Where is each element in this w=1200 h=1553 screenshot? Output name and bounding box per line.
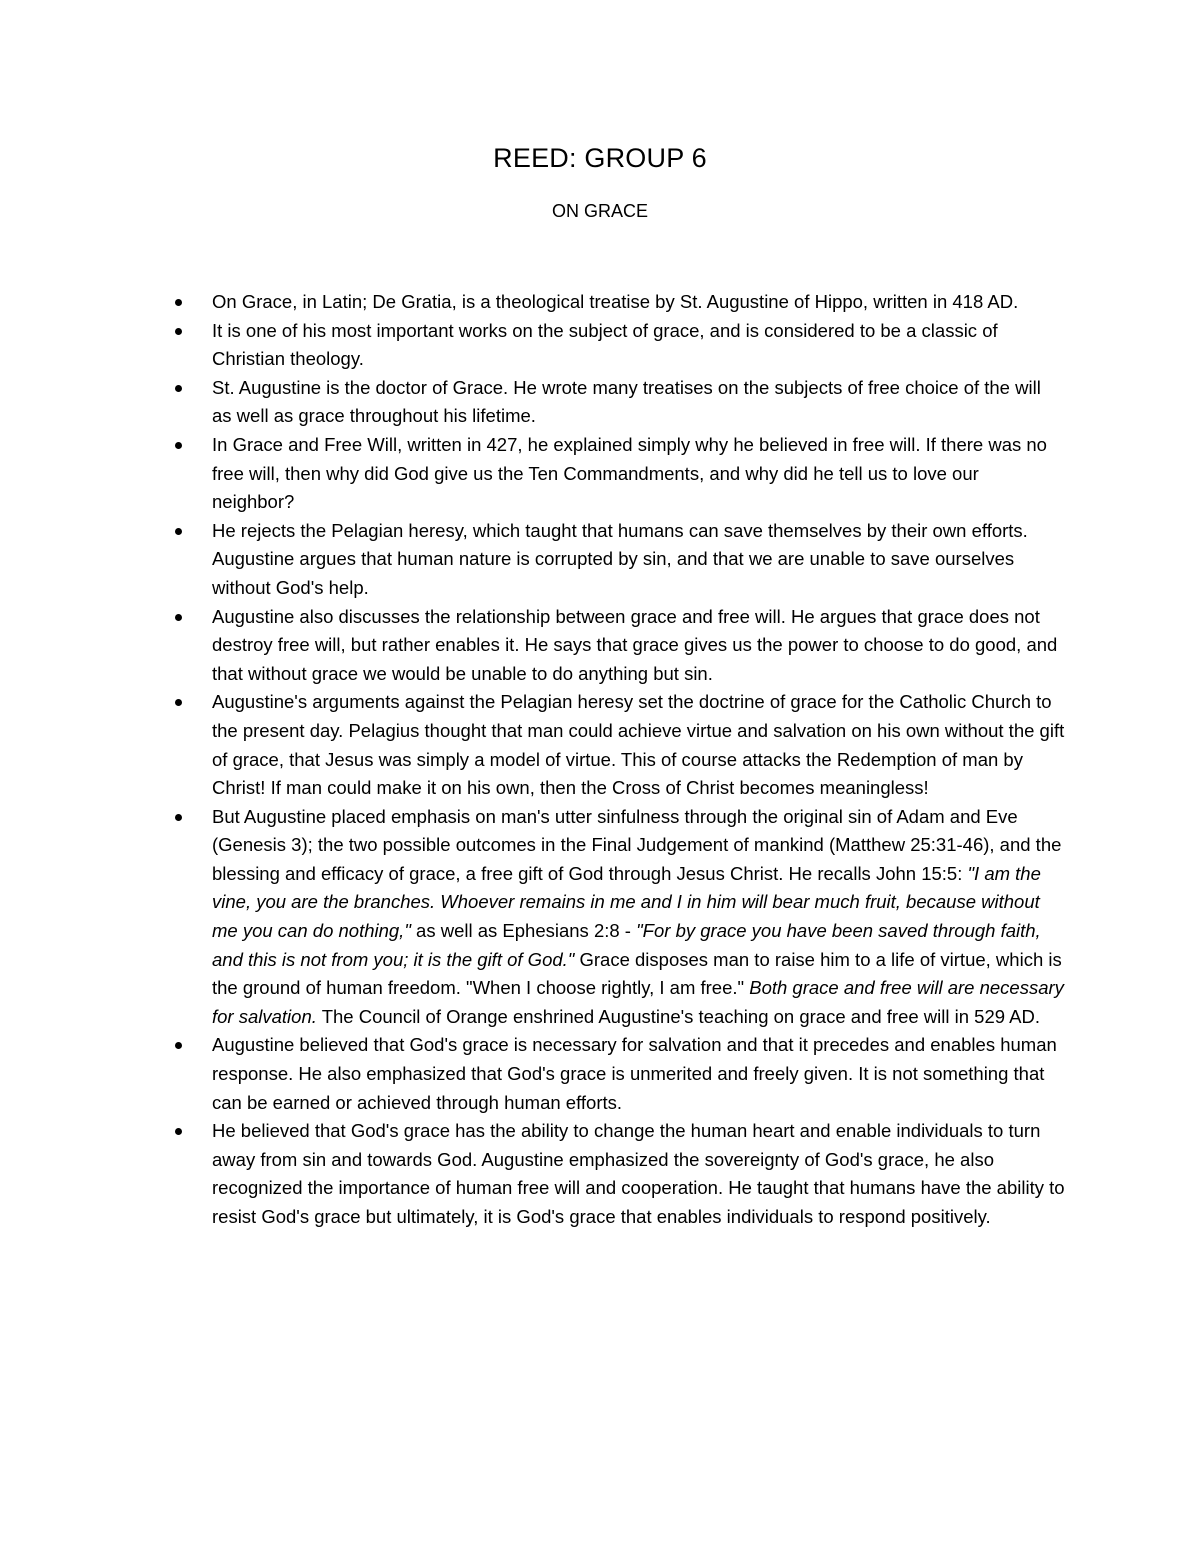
bullet-text xyxy=(212,1031,1065,1117)
bullet-text xyxy=(212,317,1065,374)
bullet-dot-icon xyxy=(175,1042,182,1049)
bullet-text-italic-segment: "I am the vine, you are the branches. Whoever remains in me and I in him will bear much fruit, because without me you can do nothing," xyxy=(212,862,1041,942)
bullet-item xyxy=(170,803,1065,1032)
bullet-text-segment: He rejects the Pelagian heresy, which taught that humans can save themselves by their own efforts. Augustine argues that human nature is corrupted by sin, and that we are unable to save ourselves without God's help. xyxy=(212,519,1028,598)
bullet-text-italic-segment: Both grace and free will are necessary for salvation. xyxy=(212,977,1064,1027)
bullet-text xyxy=(212,517,1065,603)
bullet-dot-icon xyxy=(175,1128,182,1135)
document-title: REED: GROUP 6 xyxy=(493,143,707,173)
bullet-text-segment: In Grace and Free Will, written in 427, he explained simply why he believed in free will. If there was no free will, then why did God give us the Ten Commandments, and why did he tell us to love our neighbor? xyxy=(212,433,1047,513)
bullet-text xyxy=(212,688,1065,802)
bullet-text-segment: The Council of Orange enshrined Augustine's teaching on grace and free will in 529 AD. xyxy=(316,1005,1040,1027)
bullet-text xyxy=(212,431,1065,517)
bullet-text-segment: On Grace, in Latin; De Gratia, is a theological treatise by St. Augustine of Hippo, written in 418 AD. xyxy=(212,291,1019,312)
bullet-item xyxy=(170,374,1065,431)
bullet-item xyxy=(170,317,1065,374)
bullet-text-segment: Augustine's arguments against the Pelagian heresy set the doctrine of grace for the Catholic Church to the present day. Pelagius thought that man could achieve virtue and salvation on his own without the gift of grace, that Jesus was simply a model of virtue. This of course attacks the Redemption of man by Christ! If man could make it on his own, then the Cross of Christ becomes meaningless! xyxy=(212,691,1065,799)
bullet-text-segment: But Augustine placed emphasis on man's utter sinfulness through the original sin of Adam and Eve (Genesis 3); the two possible outcomes in the Final Judgement of mankind (Matthew 25:31-46), and the blessing and efficacy of grace, a free gift of God through Jesus Christ. He recalls John 15:5: xyxy=(212,805,1062,884)
bullet-item xyxy=(170,688,1065,802)
bullet-dot-icon xyxy=(175,442,182,449)
bullet-dot-icon xyxy=(175,328,182,335)
bullet-text-segment: Grace disposes man to raise him to a life of virtue, which is the ground of human freedom. "When I choose rightly, I am free." xyxy=(212,948,1062,999)
document-subtitle: ON GRACE xyxy=(551,201,648,221)
bullet-item xyxy=(170,517,1065,603)
bullet-dot-icon xyxy=(175,385,182,392)
bullet-text xyxy=(212,1117,1065,1231)
bullet-dot-icon xyxy=(175,528,182,535)
bullet-dot-icon xyxy=(175,614,182,621)
bullet-item xyxy=(170,603,1065,689)
bullet-dot-icon xyxy=(175,814,182,821)
bullet-text xyxy=(212,603,1065,689)
bullet-text xyxy=(212,288,1065,317)
bullet-text xyxy=(212,374,1065,431)
bullet-item xyxy=(170,431,1065,517)
bullet-list xyxy=(170,288,1065,1232)
bullet-text-segment: as well as Ephesians 2:8 - xyxy=(410,920,637,942)
bullet-item xyxy=(170,288,1065,317)
bullet-text-segment: He believed that God's grace has the ability to change the human heart and enable individuals to turn away from sin and towards God. Augustine emphasized the sovereignty of God's grace, he also recognized the importance of human free will and cooperation. He taught that humans have the ability to resist God's grace but ultimately, it is God's grace that enables individuals to respond positively. xyxy=(212,1120,1065,1227)
bullet-dot-icon xyxy=(175,699,182,706)
bullet-text-segment: It is one of his most important works on the subject of grace, and is considered to be a classic of Christian theology. xyxy=(212,319,998,370)
bullet-text xyxy=(212,803,1065,1032)
bullet-item xyxy=(170,1031,1065,1117)
bullet-text-segment: Augustine believed that God's grace is necessary for salvation and that it precedes and enables human response. He also emphasized that God's grace is unmerited and freely given. It is not something that can be earned or achieved through human efforts. xyxy=(212,1034,1057,1113)
bullet-dot-icon xyxy=(175,299,182,306)
bullet-item xyxy=(170,1117,1065,1231)
bullet-text-segment: Augustine also discusses the relationship between grace and free will. He argues that grace does not destroy free will, but rather enables it. He says that grace gives us the power to choose to do good, and that without grace we would be unable to do anything but sin. xyxy=(212,605,1058,684)
bullet-text-italic-segment: "For by grace you have been saved through faith, and this is not from you; it is the gift of God." xyxy=(212,920,1041,970)
bullet-text-segment: St. Augustine is the doctor of Grace. He wrote many treatises on the subjects of free choice of the will as well as grace throughout his lifetime. xyxy=(212,376,1041,427)
